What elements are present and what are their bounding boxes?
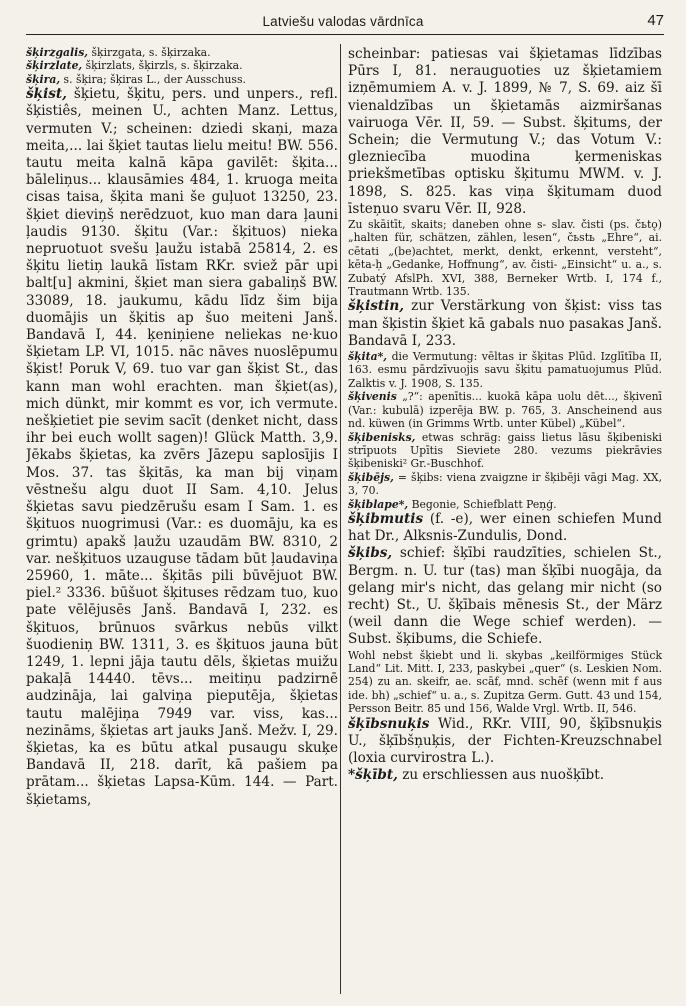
entry-body: šķirzgata, s. šķirzaka.: [88, 46, 211, 59]
dictionary-entry: [348, 431, 662, 471]
left-column: [26, 46, 338, 996]
header-rule: [26, 34, 664, 35]
dictionary-entry: [348, 767, 662, 784]
dictionary-entry: [26, 46, 338, 59]
dictionary-entry: [348, 649, 662, 716]
dictionary-entry: [26, 73, 338, 86]
running-title: Latviešu valodas vārdnīca: [262, 14, 424, 29]
entry-headword: šķita*,: [348, 350, 388, 364]
entry-body: šķirzlats, šķirzls, s. šķirzaka.: [82, 59, 243, 73]
entry-headword: šķibs,: [348, 545, 393, 562]
dictionary-entry: [26, 59, 338, 72]
entry-headword: šķirzgalis,: [26, 46, 89, 59]
dictionary-entry: [348, 716, 662, 768]
entry-body: zur Verstärkung von šķist: viss tas man šķistin šķiet kā gabals nuo pasakas Janš. Bandavā I, 233.: [348, 298, 662, 349]
entry-body: Zu skāitīt, skaits; daneben ohne s- slav. čisti (ps. čьtǫ) „halten für, schätzen, zählen, lesen“, čьstь „Ehre“, ai. cētati „(be)achtet, merkt, denkt, erkennt, versteht“, kēta-ḥ „Gedanke, Hoffnung“, av. čisti- „Einsicht“ u. a., s. Zubatý AfslPh. XVI, 388, Berneker Wrtb. I, 174 f., Trautmann Wrtb. 135.: [348, 218, 662, 299]
entry-headword: šķibenisks,: [348, 430, 416, 444]
entry-body: etwas schräg: gaiss lietus lāsu šķibeniski strīpuots Upītis Sieviete 280. vezums piekrāvies šķibeniski² Gr.-Buschhof.: [348, 430, 662, 471]
column-divider: [340, 44, 341, 994]
entry-body: = šķibs: viena zvaigzne ir šķibēji vāgi Mag. XX, 3, 70.: [348, 470, 662, 498]
entry-headword: šķiblape*,: [348, 497, 409, 511]
dictionary-entry: [348, 46, 662, 218]
entry-headword: šķirzlate,: [26, 59, 83, 73]
entry-body: s. šķira; šķiras L., der Ausschuss.: [60, 72, 246, 86]
dictionary-entry: [348, 350, 662, 390]
page-header: [0, 0, 686, 40]
entry-headword: šķibējs,: [348, 470, 394, 484]
entry-headword: šķira,: [26, 72, 61, 86]
page-number: 47: [647, 12, 664, 29]
entry-body: zu erschliessen aus nuošķībt.: [397, 767, 605, 784]
dictionary-entry: [348, 498, 662, 511]
dictionary-entry: [26, 86, 338, 809]
dictionary-entry: [348, 511, 662, 545]
entry-body: šķietu, šķitu, pers. und unpers., refl. šķistiês, meinen U., achten Manz. Lettus, vermuten V.; scheinen: dziedi skaņi, maza meita,... lai šķiet tautas lielu meitu! BW. 556. tautu meita kalnā kāpa gavilēt: šķita... bāleliņus... klausāmies 484, 1. kruoga meita cisas taisa, šķita mani še guļuot 13250, 23. šķiet dieviņš nerēdzuot, kuo man dara ļauni ļaudis 9130. šķitu (Var.: šķituos) nieka nepruotuot svešu ļaužu istabā 25814, 2. es šķitu lietiņ laukā līstam RKr. sviež pār upi balt[u] akmini, šķiet man siera gabaliņš BW. 33089, 18. jaukumu, kādu līdz šim bija duomājis un šķitis ap šuo meiteni Janš. Bandavā I, 44. ķeniņiene neliekas ne·kuo šķietam LP. VI, 1015. nāc nāves nuoslēpumu šķist! Poruk V, 69. tuo var gan šķist St., das kann man wohl erachten. man šķiet(as), mich dünkt, mir kommt es vor, ich vermute. nešķietiet pie sevim sacīt (denket nicht, dass ihr bei euch wollt sagen)! Glück Matth. 3,9. Jēkabs šķietas, ka zvērs Jāzepu saplosījis I Mos. 37. tas šķitās, ka man bij viņam vēstnešu algu duot II Sam. 4,10. Jelus šķietas savu piedzērušu esam I Sam. 1. es šķituos nuogrimusi (Var.: es duomāju, ka es grimtu) apakš ļaužu uzaudām BW. 8310, 2 var. nešķituos uzauguse tādam būt ļaudaviņa 25960, 1. māte... šķitās pili būvējuot BW. piel.² 3336. būšuot šķituses rēdzam tuo, kuo pate vēlējusēs Janš. Bandavā I, 232. es šķituos, brūnuos svārkus nebūs vilkt šuodieniņ BW. 1311, 3. es šķituos jauna būt 1249, 1. lepni jāja tautu dēls, šķietas muižu pakaļā 14440. tēvs... meitiņu padzirnē audzināja, lai galviņa pieputēja, šķietas tautu malējiņa 7949 var. viss, kas... nezināms, šķietas art jauks Janš. Mežv. I, 29. šķietas, ka es būtu atkal pusaugu skuķe Bandavā II, 218. darīt, kā pašiem pa prātam... šķietas Lapsa-Kūm. 144. — Part. šķietams,: [26, 86, 338, 808]
entry-headword: šķibmutis: [348, 510, 424, 527]
dictionary-entry: [348, 545, 662, 648]
entry-headword: šķist,: [26, 86, 67, 103]
entry-body: Wohl nebst šķiebt und li. skybas „keilförmiges Stück Land“ Lit. Mitt. I, 233, paskybei „quer“ (s. Leskien Nom. 254) zu an. skeifr, ae. scāf, mnd. schēf (wenn mit f aus ide. bh) „schief“ u. a., s. Zupitza Germ. Gutt. 43 und 154, Persson Beitr. 85 und 156, Walde Vrgl. Wrtb. II, 546.: [348, 648, 662, 716]
dictionary-entry: [348, 298, 662, 350]
entry-headword: šķībsnuķis: [348, 715, 430, 732]
entry-headword: *šķībt,: [348, 767, 398, 784]
right-column: [348, 46, 662, 996]
entry-headword: šķivenis: [348, 390, 397, 404]
entry-body: Begonie, Schiefblatt Peņģ.: [408, 497, 557, 511]
dictionary-entry: [348, 218, 662, 298]
dictionary-entry: [348, 471, 662, 498]
entry-body: „?“: apenītis... kuokā kāpa uolu dēt..., šķivenī (Var.: kubulā) izperēja BW. p. 765, 3. Anscheinend aus nd. küwen (in Grimms Wrtb. unter Kübel) „Kübel“.: [348, 390, 662, 431]
entry-body: (f. -e), wer einen schiefen Mund hat Dr., Alksnis-Zundulis, Dond.: [348, 510, 662, 545]
entry-body: die Vermutung: vēltas ir šķitas Plūd. Izglītība II, 163. esmu pārdzīvuojis savu šķitu pamatuojumus Plūd. Zalktis v. J. 1908, S. 135.: [348, 350, 662, 390]
dictionary-entry: [348, 390, 662, 430]
entry-body: scheinbar: patiesas vai šķietamas līdzības Pūrs I, 81. nerauguoties uz šķietamiem izņēmumiem A. v. J. 1899, № 7, S. 69. aiz šī vienaldzības un šķietamās aizmiršanas vairuoga Vēr. II, 59. — Subst. šķitums, der Schein; die Vermutung V.; das Votum V.: glezniecība muodina ķermeniskas priekšmetības optisku šķitumu MWM. v. J. 1898, S. 825. kas viņa šķitumam duod īsteņuo svaru Vēr. II, 928.: [348, 46, 662, 217]
entry-body: schief: šķībi raudzīties, schielen St., Bergm. n. U. tur (tas) man šķībi nuogāja, da gelang mir's nicht, das gelang mir nicht (so recht) St., U. šķībais mēnesis St., der März (weil dann die Wege schief werden). — Subst. šķibums, die Schiefe.: [348, 545, 662, 648]
entry-body: Wid., RKr. VIII, 90, šķībsnuķis U., šķībšņuķis, der Fichten-Kreuzschnabel (loxia curvirostra L.).: [348, 715, 662, 767]
entry-headword: šķistin,: [348, 298, 404, 315]
